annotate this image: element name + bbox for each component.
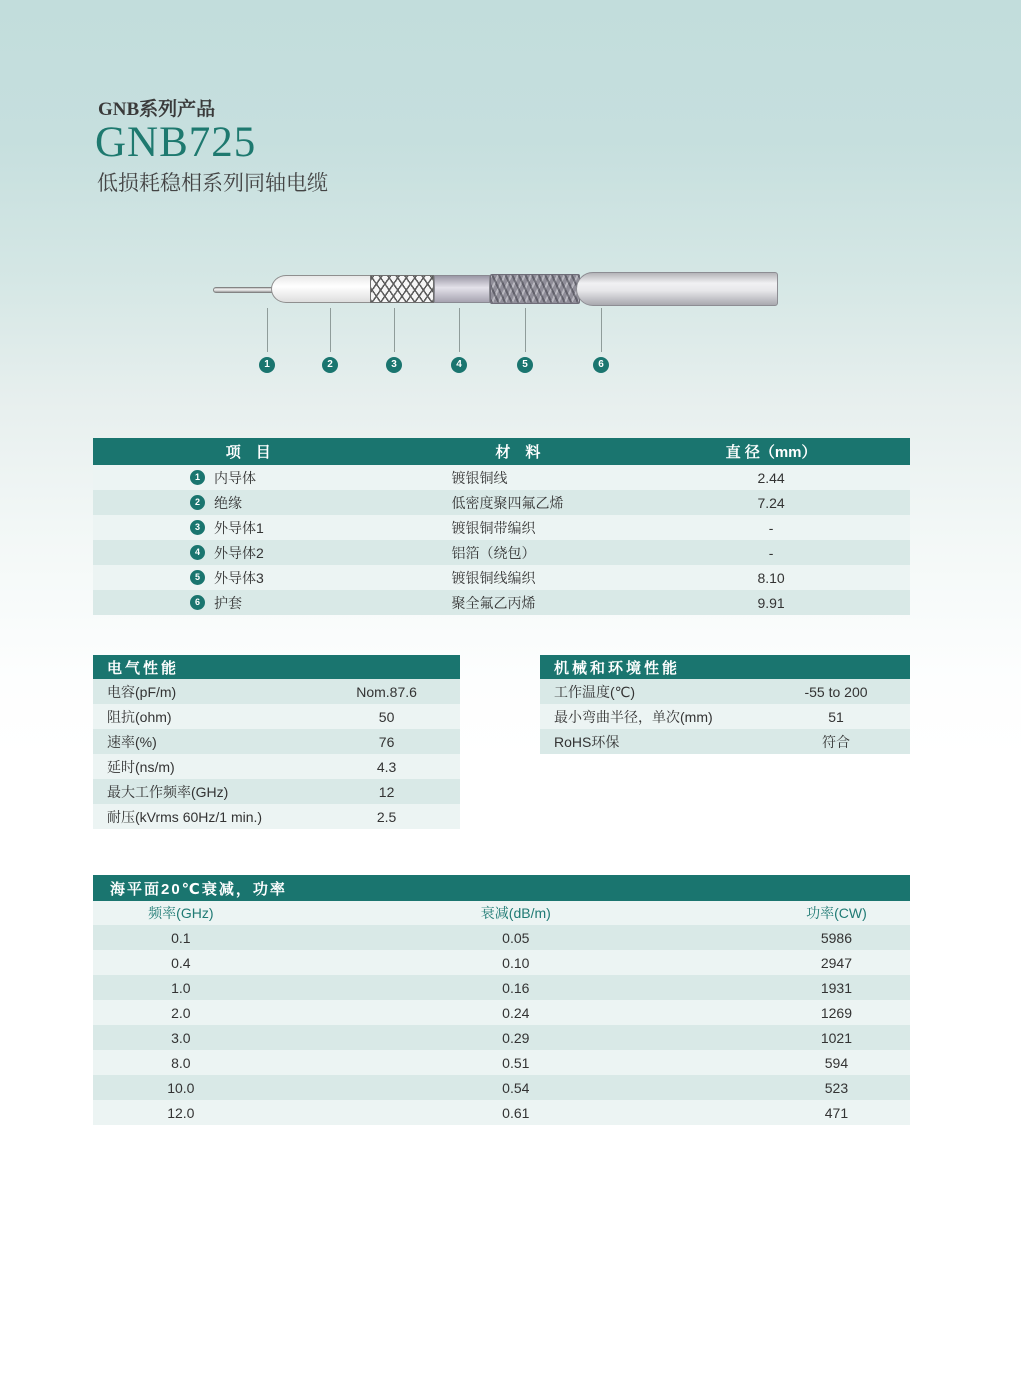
table-row	[93, 1075, 910, 1100]
diameter-cell: 8.10	[757, 569, 785, 586]
property-value: 符合	[822, 733, 850, 750]
property-label: RoHS环保	[554, 733, 620, 750]
callout-5	[517, 262, 533, 380]
table-row	[93, 804, 460, 829]
callout-line	[330, 308, 331, 352]
attenuation-cell: 0.16	[502, 979, 530, 996]
callout-line	[601, 308, 602, 352]
structure-table-body	[93, 465, 910, 615]
property-value: 76	[378, 733, 395, 750]
callout-6	[593, 262, 609, 380]
material-cell: 低密度聚四氟乙烯	[451, 494, 564, 511]
table-row	[93, 1025, 910, 1050]
material-cell: 镀银铜带编织	[451, 519, 536, 536]
row-number-badge: 3	[190, 520, 205, 535]
property-value: -55 to 200	[804, 683, 868, 700]
header-frequency: 频率(GHz)	[148, 905, 214, 921]
insulation-layer	[271, 275, 371, 303]
header-power: 功率(CW)	[806, 905, 867, 921]
property-value: 51	[828, 708, 844, 725]
item-label: 外导体1	[214, 519, 264, 536]
header-item: 项 目	[225, 444, 271, 461]
item-label: 外导体3	[214, 569, 264, 586]
item-cell	[93, 543, 403, 563]
property-label: 最大工作频率(GHz)	[107, 783, 229, 800]
item-label: 护套	[214, 594, 242, 611]
property-label: 电容(pF/m)	[107, 683, 177, 700]
power-cell: 5986	[820, 929, 853, 946]
table-row	[93, 925, 910, 950]
frequency-cell: 0.1	[171, 929, 191, 946]
table-row	[93, 754, 460, 779]
item-cell	[93, 468, 403, 488]
frequency-cell: 12.0	[167, 1104, 195, 1121]
property-label: 速率(%)	[107, 733, 157, 750]
power-cell: 594	[824, 1054, 849, 1071]
power-cell: 523	[824, 1079, 849, 1096]
table-row	[540, 704, 910, 729]
callout-number-badge: 1	[259, 357, 275, 373]
frequency-cell: 8.0	[171, 1054, 191, 1071]
table-row	[93, 540, 910, 565]
callout-number-badge: 6	[593, 357, 609, 373]
property-label: 延时(ns/m)	[107, 758, 175, 775]
callout-line	[525, 308, 526, 352]
table-row	[93, 1000, 910, 1025]
callout-number-badge: 5	[517, 357, 533, 373]
series-label: GNB系列产品	[98, 99, 216, 120]
frequency-cell: 1.0	[171, 979, 191, 996]
property-value: 4.3	[376, 758, 397, 775]
item-cell	[93, 518, 403, 538]
attenuation-cell: 0.61	[502, 1104, 530, 1121]
power-cell: 2947	[820, 954, 853, 971]
item-cell	[93, 493, 403, 513]
property-value: 12	[378, 783, 395, 800]
cable-diagram	[210, 262, 785, 380]
structure-table	[93, 438, 910, 615]
outer-conductor1-layer	[370, 275, 434, 303]
callout-number-badge: 2	[322, 357, 338, 373]
property-label: 耐压(kVrms 60Hz/1 min.)	[107, 808, 263, 825]
attenuation-cell: 0.05	[502, 929, 530, 946]
property-label: 工作温度(℃)	[554, 683, 636, 700]
diameter-cell: 9.91	[757, 594, 785, 611]
property-label: 最小弯曲半径，单次(mm)	[554, 708, 713, 725]
electrical-table-body	[93, 679, 460, 829]
table-row	[93, 779, 460, 804]
table-row	[93, 1050, 910, 1075]
frequency-cell: 0.4	[171, 954, 191, 971]
table-row	[93, 590, 910, 615]
attenuation-table	[93, 875, 910, 1125]
table-row	[93, 1100, 910, 1125]
diameter-cell: 7.24	[757, 494, 785, 511]
diameter-cell: 2.44	[757, 469, 785, 486]
callout-number-badge: 4	[451, 357, 467, 373]
header-diameter: 直 径（mm）	[725, 444, 817, 461]
table-row	[540, 729, 910, 754]
attenuation-table-title: 海平面20℃衰减，功率	[93, 875, 910, 901]
electrical-table	[93, 655, 460, 829]
callout-line	[267, 308, 268, 352]
row-number-badge: 1	[190, 470, 205, 485]
power-cell: 471	[824, 1104, 849, 1121]
table-row	[93, 515, 910, 540]
frequency-cell: 2.0	[171, 1004, 191, 1021]
callout-line	[459, 308, 460, 352]
item-label: 绝缘	[214, 494, 242, 511]
material-cell: 镀银铜线	[451, 469, 508, 486]
attenuation-cell: 0.51	[502, 1054, 530, 1071]
property-value: Nom.87.6	[356, 683, 417, 700]
callout-line	[394, 308, 395, 352]
attenuation-table-body	[93, 925, 910, 1125]
outer-conductor3-layer	[490, 274, 580, 304]
table-row	[93, 679, 460, 704]
page-title: GNB725	[95, 119, 257, 166]
row-number-badge: 2	[190, 495, 205, 510]
property-value: 50	[378, 708, 395, 725]
attenuation-cell: 0.10	[502, 954, 530, 971]
row-number-badge: 6	[190, 595, 205, 610]
structure-table-header	[93, 438, 910, 465]
table-row	[93, 565, 910, 590]
table-row	[540, 679, 910, 704]
diameter-cell: -	[768, 544, 774, 561]
row-number-badge: 4	[190, 545, 205, 560]
table-row	[93, 729, 460, 754]
table-row	[93, 490, 910, 515]
electrical-table-title: 电气性能	[93, 655, 460, 679]
item-label: 内导体	[214, 469, 256, 486]
attenuation-cell: 0.29	[502, 1029, 530, 1046]
diameter-cell: -	[768, 519, 774, 536]
power-cell: 1269	[820, 1004, 853, 1021]
mechanical-table	[540, 655, 910, 754]
table-row	[93, 950, 910, 975]
callout-1	[259, 262, 275, 380]
item-cell	[93, 568, 403, 588]
table-row	[93, 704, 460, 729]
header-material: 材 料	[495, 444, 541, 461]
attenuation-column-headers	[93, 901, 910, 925]
attenuation-cell: 0.54	[502, 1079, 530, 1096]
item-label: 外导体2	[214, 544, 264, 561]
callout-3	[386, 262, 402, 380]
header-attenuation: 衰减(dB/m)	[480, 905, 551, 921]
table-row	[93, 975, 910, 1000]
power-cell: 1021	[820, 1029, 853, 1046]
callout-number-badge: 3	[386, 357, 402, 373]
property-value: 2.5	[376, 808, 397, 825]
attenuation-cell: 0.24	[502, 1004, 530, 1021]
frequency-cell: 10.0	[167, 1079, 195, 1096]
mechanical-table-title: 机械和环境性能	[540, 655, 910, 679]
property-label: 阻抗(ohm)	[107, 708, 172, 725]
subtitle: 低损耗稳相系列同轴电缆	[97, 172, 328, 195]
table-row	[93, 465, 910, 490]
material-cell: 铝箔（绕包）	[451, 544, 536, 561]
callout-2	[322, 262, 338, 380]
mechanical-table-body	[540, 679, 910, 754]
power-cell: 1931	[820, 979, 853, 996]
row-number-badge: 5	[190, 570, 205, 585]
item-cell	[93, 593, 403, 613]
material-cell: 聚全氟乙丙烯	[451, 594, 536, 611]
callout-4	[451, 262, 467, 380]
material-cell: 镀银铜线编织	[451, 569, 536, 586]
frequency-cell: 3.0	[171, 1029, 191, 1046]
